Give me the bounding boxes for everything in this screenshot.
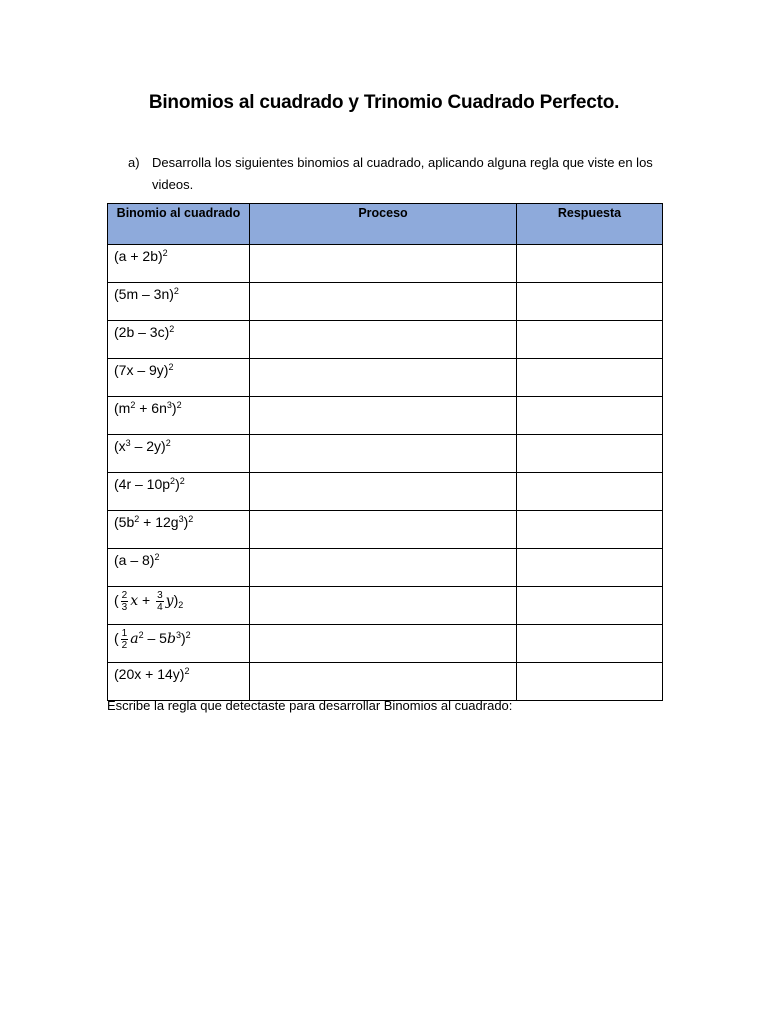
binomial-cell: (2b – 3c)$^2$ <box>108 321 250 359</box>
respuesta-cell[interactable] <box>517 321 663 359</box>
proceso-cell[interactable] <box>250 587 517 625</box>
table-row <box>108 587 663 625</box>
proceso-cell[interactable] <box>250 283 517 321</box>
table-row <box>108 435 663 473</box>
proceso-cell[interactable] <box>250 473 517 511</box>
table-row <box>108 549 663 587</box>
header-binomio: Binomio al cuadrado <box>108 204 250 245</box>
proceso-cell[interactable] <box>250 511 517 549</box>
respuesta-cell[interactable] <box>517 245 663 283</box>
page-title: Binomios al cuadrado y Trinomio Cuadrado Perfecto. <box>148 92 620 113</box>
table-row <box>108 245 663 283</box>
fraction: $\frac{2}{3}$ <box>121 590 128 613</box>
table-row <box>108 359 663 397</box>
binomial-cell: $(m^2 + 6n^3)^2$ <box>108 397 250 435</box>
respuesta-cell[interactable] <box>517 359 663 397</box>
binomial-cell: ( $\frac{2}{3}$ x + $\frac{3}{4}$ $y)_2$ <box>108 587 250 625</box>
binomial-cell: $(4r - 10p^2)^2$ <box>108 473 250 511</box>
proceso-cell[interactable] <box>250 359 517 397</box>
table-row <box>108 663 663 701</box>
header-proceso: Proceso <box>250 204 517 245</box>
respuesta-cell[interactable] <box>517 435 663 473</box>
table-header-row <box>108 204 663 245</box>
binomial-cell: (7x – 9y)$^2$ <box>108 359 250 397</box>
binomial-cell: $(20x + 14y)^2$ <box>108 663 250 701</box>
binomial-cell: $(x^3 - 2y)^2$ <box>108 435 250 473</box>
header-respuesta: Respuesta <box>517 204 663 245</box>
respuesta-cell[interactable] <box>517 625 663 663</box>
proceso-cell[interactable] <box>250 397 517 435</box>
table-row <box>108 321 663 359</box>
binomials-table <box>107 203 663 701</box>
fraction: $\frac{3}{4}$ <box>157 590 163 613</box>
table-row <box>108 511 663 549</box>
respuesta-cell[interactable] <box>517 663 663 701</box>
fraction: $\frac{1}{2}$ <box>121 628 128 651</box>
table-row <box>108 625 663 663</box>
binomial-cell: $(5b^2 + 12g^3)^2$ <box>108 511 250 549</box>
proceso-cell[interactable] <box>250 435 517 473</box>
proceso-cell[interactable] <box>250 625 517 663</box>
binomial-cell: (a – 8)$^2$ <box>108 549 250 587</box>
respuesta-cell[interactable] <box>517 283 663 321</box>
instruction-text: Desarrolla los siguientes binomios al cuadrado, aplicando alguna regla que viste en los videos. <box>152 155 653 192</box>
binomial-cell: (5m – 3n)$^2$ <box>108 283 250 321</box>
table-row <box>108 283 663 321</box>
respuesta-cell[interactable] <box>517 473 663 511</box>
binomial-cell: $(a + 2b)^2$ <box>108 245 250 283</box>
binomial-cell: ( $\frac{1}{2}$ $a^2 - 5b^3)^2$ <box>108 625 250 663</box>
table-row <box>108 473 663 511</box>
proceso-cell[interactable] <box>250 663 517 701</box>
respuesta-cell[interactable] <box>517 397 663 435</box>
proceso-cell[interactable] <box>250 321 517 359</box>
proceso-cell[interactable] <box>250 549 517 587</box>
rule-prompt: Escribe la regla que detectaste para desarrollar Binomios al cuadrado: <box>107 698 513 713</box>
respuesta-cell[interactable] <box>517 511 663 549</box>
table-row <box>108 397 663 435</box>
instruction <box>128 152 668 196</box>
instruction-marker: a) <box>128 155 140 170</box>
respuesta-cell[interactable] <box>517 587 663 625</box>
respuesta-cell[interactable] <box>517 549 663 587</box>
proceso-cell[interactable] <box>250 245 517 283</box>
